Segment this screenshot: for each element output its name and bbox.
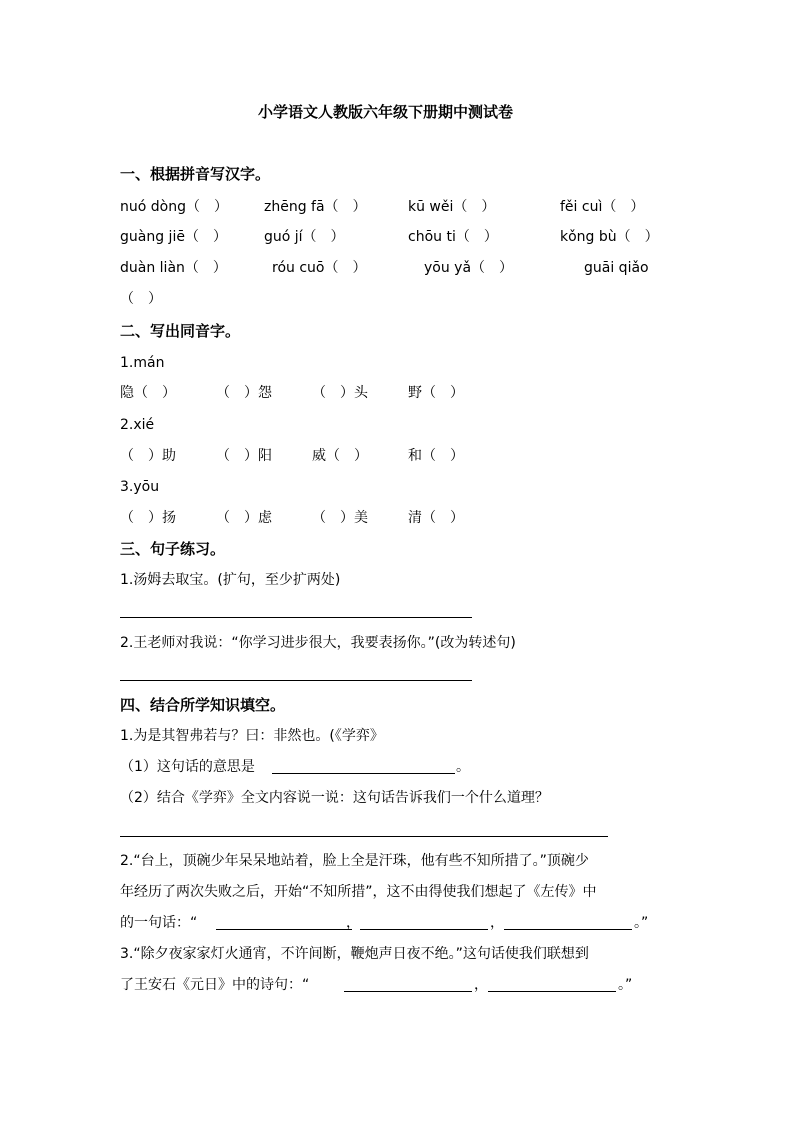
pinyin-item: zhēng fā（ ） (264, 199, 367, 215)
homophone-item: （ ）头 (312, 385, 368, 401)
question-text: ， (474, 977, 488, 993)
question-text: 3.“除夕夜家家灯火通宵，不许间断，鞭炮声日夜不绝。”这句话使我们联想到 (120, 946, 589, 962)
question-text: 1.为是其智弗若与？曰：非然也。(《学弈》 (120, 728, 384, 744)
homophone-item: （ ）阳 (216, 448, 272, 464)
pinyin-item: fěi cuì（ ） (560, 199, 645, 215)
homophone-item: 隐（ ） (120, 385, 176, 401)
homophone-item: （ ）虑 (216, 510, 272, 526)
homophone-item: （ ）助 (120, 448, 176, 464)
answer-line[interactable] (504, 929, 632, 930)
answer-line[interactable] (120, 680, 472, 681)
answer-line[interactable] (120, 836, 608, 837)
question-text: 2.王老师对我说：“你学习进步很大，我要表扬你。”(改为转述句) (120, 635, 516, 651)
homophone-item: （ ）美 (312, 510, 368, 526)
question-text: 了王安石《元日》中的诗句：“ (120, 977, 310, 993)
pinyin-item: kū wěi（ ） (408, 199, 496, 215)
answer-line[interactable] (344, 991, 472, 992)
homophone-item: 威（ ） (312, 448, 368, 464)
question-text: （2）结合《学弈》全文内容说一说：这句话告诉我们一个什么道理？ (120, 790, 549, 806)
question-text: 的一句话：“ (120, 915, 198, 931)
pinyin-item: nuó dòng（ ） (120, 199, 228, 215)
pinyin-item: chōu ti（ ） (408, 229, 498, 245)
question-text: ， (346, 915, 360, 931)
answer-line[interactable] (216, 929, 352, 930)
answer-line[interactable] (360, 929, 488, 930)
pinyin-item: guàng jiē（ ） (120, 229, 227, 245)
homophone-item: （ ）扬 (120, 510, 176, 526)
pinyin-item: guó jí（ ） (264, 229, 345, 245)
pinyin-item: （ ） (120, 291, 162, 307)
homophone-item: 清（ ） (408, 510, 464, 526)
pinyin-item: guāi qiǎo (584, 260, 649, 276)
homophone-item: 和（ ） (408, 448, 464, 464)
question-text: 。” (618, 977, 633, 993)
homophone-label: 3.yōu (120, 479, 160, 495)
pinyin-item: kǒng bù（ ） (560, 229, 659, 245)
homophone-item: （ ）怨 (216, 385, 272, 401)
answer-line[interactable] (272, 773, 455, 774)
homophone-item: 野（ ） (408, 385, 464, 401)
section-3-heading: 三、句子练习。 (120, 540, 226, 558)
pinyin-item: yōu yǎ（ ） (424, 260, 514, 276)
question-text: ， (490, 915, 504, 931)
answer-line[interactable] (120, 617, 472, 618)
pinyin-item: róu cuō（ ） (272, 260, 367, 276)
question-text: 。” (634, 915, 649, 931)
question-text: 1.汤姆去取宝。(扩句，至少扩两处) (120, 572, 341, 588)
section-2-heading: 二、写出同音字。 (120, 322, 241, 340)
section-4-heading: 四、结合所学知识填空。 (120, 696, 286, 714)
pinyin-item: duàn liàn（ ） (120, 260, 227, 276)
question-text: （1）这句话的意思是 (120, 759, 255, 775)
question-text: 2.“台上，顶碗少年呆呆地站着，脸上全是汗珠，他有些不知所措了。”顶碗少 (120, 853, 589, 869)
answer-line[interactable] (488, 991, 616, 992)
page-title: 小学语文人教版六年级下册期中测试卷 (258, 103, 514, 121)
homophone-label: 2.xié (120, 417, 155, 433)
question-text: 年经历了两次失败之后，开始“不知所措”，这不由得使我们想起了《左传》中 (120, 884, 597, 900)
section-1-heading: 一、根据拼音写汉字。 (120, 165, 271, 183)
question-text: 。 (456, 759, 470, 775)
homophone-label: 1.mán (120, 355, 165, 371)
